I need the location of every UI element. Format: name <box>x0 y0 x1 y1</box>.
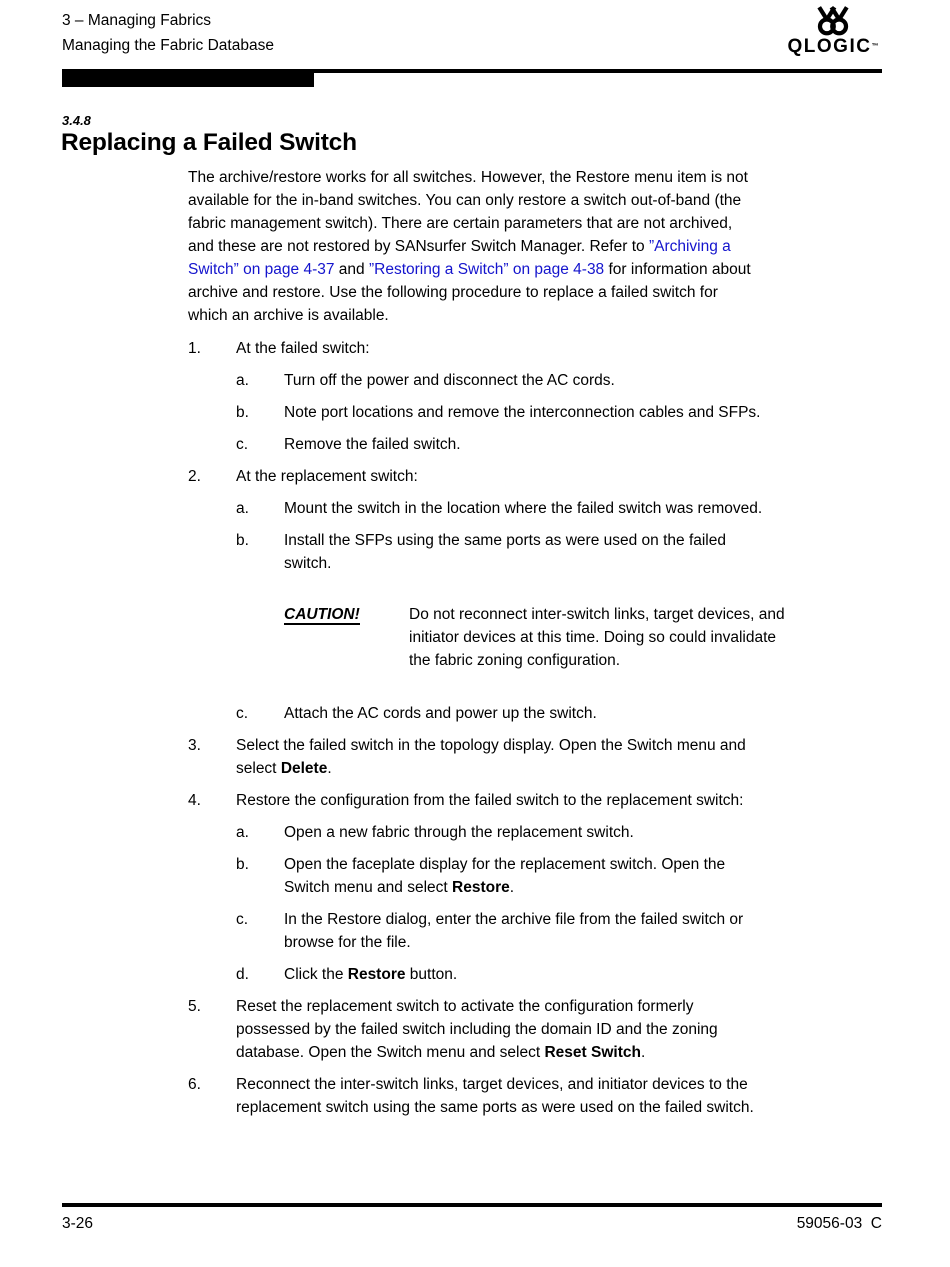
text-run: At the replacement switch: <box>236 468 418 485</box>
text-run: Reset the replacement switch to activate the configuration formerly <box>236 998 694 1015</box>
text-run: Click the <box>284 966 348 983</box>
cross-reference-link[interactable]: ”Archiving a <box>648 238 731 255</box>
step-number: 6. <box>188 1076 201 1093</box>
emphasis-text: Reset Switch <box>544 1044 641 1061</box>
text-run: possessed by the failed switch including the domain ID and the zoning <box>236 1021 718 1038</box>
text-run: and these are not restored by SANsurfer Switch Manager. Refer to <box>188 238 649 255</box>
emphasis-text: Delete <box>280 760 328 777</box>
text-run: Open a new fabric through the replacement switch. <box>284 824 634 841</box>
cross-reference-link[interactable]: Switch” on page 4-37 <box>188 261 335 278</box>
footer-rule <box>62 1203 882 1207</box>
body-content <box>188 166 902 1128</box>
substep-letter: c. <box>236 436 249 453</box>
step-number: 2. <box>188 468 201 485</box>
text-run: and <box>334 261 369 278</box>
text-run: Install the SFPs using the same ports as were used on the failed <box>284 532 726 549</box>
text-run: Turn off the power and disconnect the AC cords. <box>284 372 615 389</box>
substep-text <box>284 529 902 575</box>
text-run: . <box>640 1044 646 1061</box>
footer-doc-number: 59056-03 C <box>796 1215 882 1232</box>
substep-text <box>284 853 902 899</box>
section-number: 3.4.8 <box>62 113 91 128</box>
substep-letter: c. <box>236 911 249 928</box>
substep-text <box>284 433 902 456</box>
text-run: Mount the switch in the location where the failed switch was removed. <box>284 500 763 517</box>
text-run: The archive/restore works for all switches. However, the Restore menu item is not <box>188 169 748 186</box>
trademark-symbol: ™ <box>871 43 879 50</box>
substep-text <box>284 963 902 986</box>
substep-text <box>284 821 902 844</box>
step-number: 4. <box>188 792 201 809</box>
section-context: Managing the Fabric Database <box>62 37 274 54</box>
substep-letter: a. <box>236 500 249 517</box>
step-number: 3. <box>188 737 201 754</box>
emphasis-text: Restore <box>347 966 406 983</box>
caution-label <box>284 603 409 672</box>
substep-item <box>236 401 902 424</box>
step-number: 1. <box>188 340 201 357</box>
substep-item <box>236 963 902 986</box>
substep-text <box>284 497 902 520</box>
running-header <box>62 8 274 58</box>
cross-reference-link[interactable]: ”Restoring a Switch” on page 4-38 <box>368 261 605 278</box>
substep-letter: d. <box>236 966 249 983</box>
text-run: . <box>327 760 332 777</box>
caution-block <box>284 603 874 672</box>
substep-letter: b. <box>236 532 249 549</box>
substep-item <box>236 369 902 392</box>
text-run: button. <box>405 966 458 983</box>
text-run: Restore the configuration from the failed switch to the replacement switch: <box>236 792 744 809</box>
text-run: Open the faceplate display for the replacement switch. Open the <box>284 856 726 873</box>
footer-page-number: 3-26 <box>62 1215 94 1232</box>
header-bar <box>62 72 314 87</box>
text-run: Switch menu and select <box>284 879 453 896</box>
step-text <box>236 734 902 780</box>
text-run: archive and restore. Use the following procedure to replace a failed switch for <box>188 284 718 301</box>
substep-text <box>284 908 902 954</box>
text-run: initiator devices at this time. Doing so could invalidate <box>409 629 777 646</box>
text-run: In the Restore dialog, enter the archive file from the failed switch or <box>284 911 744 928</box>
substep-text <box>284 401 902 424</box>
text-run: available for the in-band switches. You can only restore a switch out-of-band (the <box>188 192 742 209</box>
substep-item <box>236 853 902 899</box>
substep-text <box>284 702 902 725</box>
text-run: At the failed switch: <box>236 340 370 357</box>
text-run: Remove the failed switch. <box>284 436 461 453</box>
text-run: . <box>509 879 515 896</box>
text-run: Select the failed switch in the topology display. Open the Switch menu and <box>236 737 746 754</box>
text-run: fabric management switch). There are certain parameters that are not archived, <box>188 215 733 232</box>
text-run: Attach the AC cords and power up the switch. <box>284 705 597 722</box>
caution-label-text: CAUTION! <box>284 606 360 623</box>
step-text <box>236 1073 902 1119</box>
step-text <box>236 995 902 1064</box>
text-run: browse for the file. <box>284 934 411 951</box>
substep-item <box>236 821 902 844</box>
step-item <box>188 337 902 360</box>
step-item <box>188 734 902 780</box>
text-run: for information about <box>604 261 751 278</box>
text-run: Note port locations and remove the interconnection cables and SFPs. <box>284 404 761 421</box>
step-item <box>188 1073 902 1119</box>
substep-item <box>236 433 902 456</box>
step-item <box>188 789 902 812</box>
substep-item <box>236 497 902 520</box>
substep-text <box>284 369 902 392</box>
text-run: Reconnect the inter-switch links, target devices, and initiator devices to the <box>236 1076 748 1093</box>
step-item <box>188 465 902 488</box>
text-run: replacement switch using the same ports as were used on the failed switch. <box>236 1099 754 1116</box>
substep-letter: b. <box>236 404 249 421</box>
substep-item <box>236 908 902 954</box>
qlogic-knot-icon <box>810 4 856 38</box>
text-run: switch. <box>284 555 332 572</box>
substep-item <box>236 702 902 725</box>
substep-letter: a. <box>236 372 249 389</box>
step-item <box>188 995 902 1064</box>
emphasis-text: Restore <box>452 879 510 896</box>
text-run: select <box>236 760 281 777</box>
substep-letter: a. <box>236 824 249 841</box>
procedure-list <box>188 337 902 1119</box>
page-title: Replacing a Failed Switch <box>61 129 357 156</box>
substep-item <box>236 529 902 575</box>
intro-paragraph <box>188 166 902 327</box>
step-text <box>236 337 902 360</box>
qlogic-wordmark: QLOGIC™ <box>787 36 879 57</box>
qlogic-logo <box>784 4 882 56</box>
substep-letter: b. <box>236 856 249 873</box>
step-text <box>236 789 902 812</box>
text-run: Do not reconnect inter-switch links, target devices, and <box>409 606 785 623</box>
step-text <box>236 465 902 488</box>
text-run: which an archive is available. <box>188 307 389 324</box>
substep-letter: c. <box>236 705 249 722</box>
caution-text <box>409 603 874 672</box>
text-run: database. Open the Switch menu and select <box>236 1044 545 1061</box>
text-run: the fabric zoning configuration. <box>409 652 621 669</box>
chapter-title: 3 – Managing Fabrics <box>62 12 212 29</box>
step-number: 5. <box>188 998 201 1015</box>
